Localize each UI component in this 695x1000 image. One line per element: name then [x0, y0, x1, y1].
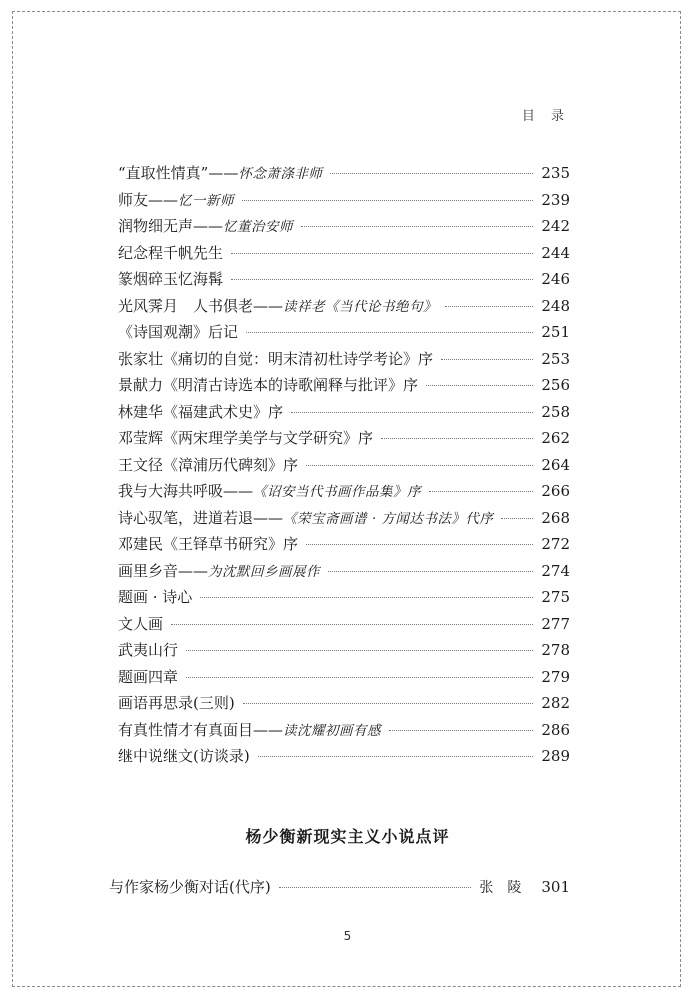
entry-page-number: 268	[541, 508, 570, 527]
entry-main-title: 林建华《福建武术史》序	[118, 402, 284, 421]
toc-entry	[118, 189, 570, 216]
toc-entry	[118, 560, 570, 587]
entry-title	[118, 189, 234, 210]
entry-main-title: 邓建民《王铎草书研究》序	[118, 535, 299, 553]
toc-entry	[118, 215, 570, 242]
section-title: 杨少衡新现实主义小说点评	[245, 827, 450, 846]
entry-main-title: 诗心驭笔，进道若退——	[118, 508, 284, 527]
dot-leader	[330, 173, 533, 174]
entry-main-title: 邓莹辉《两宋理学美学与文学研究》序	[118, 429, 374, 447]
entry-page-number: 274	[541, 561, 570, 580]
toc-entry	[118, 666, 570, 693]
toc-entry	[118, 454, 570, 481]
entry-page-number: 246	[541, 270, 570, 288]
entry-main-title: 纪念程千帆先生	[118, 243, 224, 262]
toc-entry	[118, 348, 570, 375]
dot-leader	[306, 544, 533, 545]
dot-leader	[445, 306, 533, 307]
entry-title: 与作家杨少衡对话(代序)	[109, 878, 271, 896]
dot-leader	[200, 597, 533, 598]
dot-leader	[301, 226, 533, 227]
entry-main-title: 题画四章	[118, 667, 179, 686]
entry-page-number: 279	[541, 667, 570, 686]
dot-leader	[231, 253, 533, 254]
entry-page-number: 242	[541, 217, 570, 235]
entry-title	[118, 745, 250, 766]
entry-page-number: 275	[541, 588, 570, 606]
entry-page-number: 289	[541, 747, 570, 765]
entry-page-number: 272	[541, 535, 570, 553]
toc-entry	[118, 427, 570, 454]
entry-page-number: 251	[541, 323, 570, 341]
entry-page-number: 256	[541, 376, 570, 394]
entry-title	[118, 692, 235, 713]
entry-main-title: “直取性情真”——	[118, 164, 239, 182]
entry-page-number: 235	[541, 164, 570, 182]
entry-main-title: 光风霁月 人书俱老——	[118, 296, 284, 315]
entry-page-number: 262	[541, 429, 570, 447]
toc-entry	[118, 295, 570, 322]
entry-title	[118, 348, 433, 369]
entry-page-number: 282	[541, 694, 570, 712]
dot-leader	[171, 624, 533, 625]
toc-entry	[118, 586, 570, 613]
entry-page-number: 286	[541, 720, 570, 739]
entry-title	[118, 401, 283, 422]
entry-title	[118, 613, 163, 634]
entry-title	[118, 427, 373, 448]
entry-main-title: 有真性情才有真面目——	[118, 720, 284, 739]
entry-subtitle: 《荣宝斋画谱 · 方闻达书法》代序	[283, 510, 494, 527]
dot-leader	[306, 465, 533, 466]
entry-page-number: 278	[541, 641, 570, 659]
entry-page-number: 258	[541, 402, 570, 421]
entry-subtitle: 忆一新师	[178, 192, 235, 209]
entry-subtitle: 读祥老《当代论书绝句》	[283, 298, 438, 315]
toc-entry	[118, 242, 570, 269]
entry-page-number: 248	[541, 296, 570, 315]
dot-leader	[231, 279, 533, 280]
entry-subtitle: 为沈默回乡画展作	[208, 563, 321, 580]
dot-leader	[381, 438, 533, 439]
entry-main-title: 继中说继文(访谈录)	[118, 747, 250, 765]
entry-main-title: 师友——	[118, 190, 179, 209]
entry-title	[118, 533, 298, 554]
dot-leader	[426, 385, 533, 386]
toc-entry	[118, 268, 570, 295]
dot-leader	[291, 412, 533, 413]
toc-entry	[118, 639, 570, 666]
entry-page-number: 239	[541, 190, 570, 209]
entry-main-title: 画里乡音——	[118, 561, 209, 580]
toc-entry	[118, 401, 570, 428]
dot-leader	[186, 650, 533, 651]
entry-title	[118, 162, 322, 183]
entry-subtitle: 忆董治安师	[223, 219, 294, 235]
entry-main-title: 题画 · 诗心	[118, 588, 193, 606]
toc-entry	[118, 162, 570, 189]
entry-title	[118, 374, 418, 395]
toc-entry	[118, 745, 570, 772]
table-of-contents	[118, 162, 570, 772]
running-header: 目 录	[521, 109, 570, 124]
entry-title	[118, 321, 238, 342]
entry-main-title: 润物细无声——	[118, 217, 224, 235]
dot-leader	[186, 677, 533, 678]
entry-page-number: 266	[541, 482, 570, 500]
toc-entry	[118, 692, 570, 719]
dot-leader	[242, 200, 533, 201]
entry-title	[118, 215, 293, 236]
toc-entry	[118, 719, 570, 746]
entry-subtitle: 怀念萧涤非师	[238, 166, 323, 182]
entry-page-number: 253	[541, 349, 570, 368]
entry-main-title: 武夷山行	[118, 641, 179, 659]
toc-entry	[118, 374, 570, 401]
entry-title	[118, 268, 223, 289]
entry-page-number: 244	[541, 243, 570, 262]
entry-title	[118, 507, 493, 528]
entry-page-number: 264	[541, 455, 570, 474]
dot-leader	[243, 703, 534, 704]
entry-main-title: 张家壮《痛切的自觉：明末清初杜诗学考论》序	[118, 349, 434, 368]
toc-entry	[118, 480, 570, 507]
entry-title	[118, 586, 192, 607]
entry-main-title: 文人画	[118, 614, 164, 633]
dot-leader	[258, 756, 534, 757]
entry-main-title: 《诗国观潮》后记	[118, 323, 239, 341]
entry-title	[118, 666, 178, 687]
entry-main-title: 王文径《漳浦历代碑刻》序	[118, 455, 299, 474]
toc-entry	[118, 613, 570, 640]
entry-title	[118, 295, 437, 316]
dot-leader	[441, 359, 533, 360]
entry-title	[118, 560, 320, 581]
entry-subtitle: 读沈耀初画有感	[283, 722, 382, 739]
entry-main-title: 我与大海共呼吸——	[118, 482, 254, 500]
entry-author: 张陵	[479, 880, 536, 896]
dot-leader	[328, 571, 533, 572]
entry-main-title: 篆烟碎玉忆海髯	[118, 270, 224, 288]
dot-leader	[389, 730, 533, 731]
dot-leader	[246, 332, 533, 333]
entry-subtitle: 《诏安当代书画作品集》序	[253, 484, 422, 500]
entry-title	[118, 454, 298, 475]
dot-leader	[501, 518, 533, 519]
entry-title	[118, 639, 178, 660]
page-number: 5	[343, 929, 352, 943]
entry-title	[118, 242, 223, 263]
toc-entry	[118, 533, 570, 560]
entry-page-number: 301	[541, 878, 570, 896]
entry-title	[118, 480, 421, 501]
entry-main-title: 画语再思录(三则)	[118, 694, 235, 712]
toc-entry	[109, 876, 570, 903]
entry-page-number: 277	[541, 614, 570, 633]
toc-entry	[118, 321, 570, 348]
entry-title	[118, 719, 381, 740]
entry-main-title: 景献力《明清古诗选本的诗歌阐释与批评》序	[118, 376, 419, 394]
section-entries	[109, 876, 570, 903]
toc-entry	[118, 507, 570, 534]
dot-leader	[279, 887, 472, 888]
dot-leader	[429, 491, 533, 492]
